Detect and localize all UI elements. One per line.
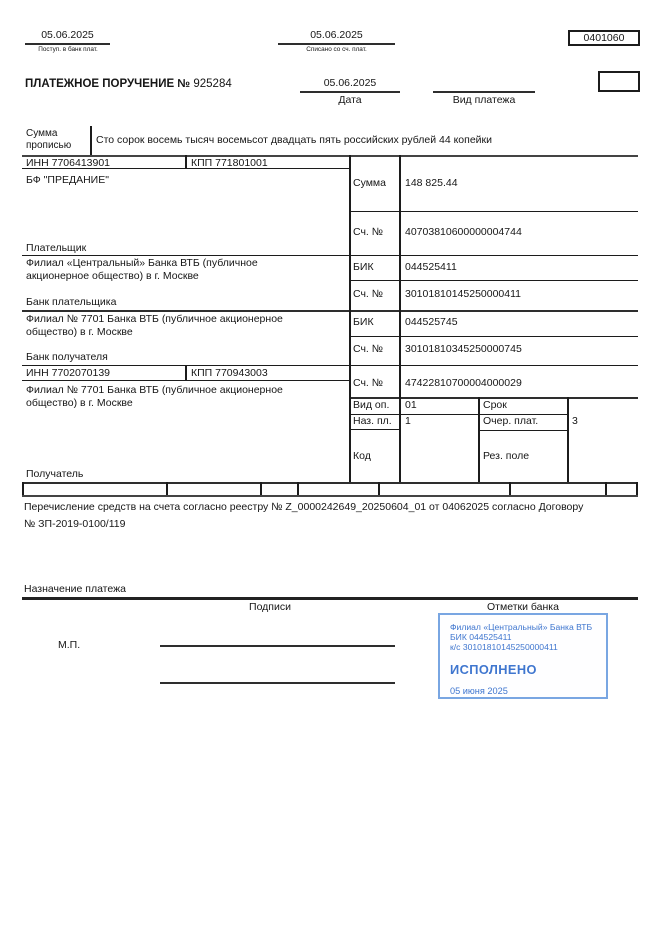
payee-inn: ИНН 7702070139 [26, 367, 111, 379]
payer-bank-account: 30101810145250000411 [405, 288, 522, 300]
table-line [22, 365, 638, 366]
stamp-date: 05 июня 2025 [450, 686, 508, 696]
table-line [349, 211, 638, 212]
payee-account: 47422810700004000029 [405, 377, 522, 389]
table-line [22, 155, 638, 157]
stamp-place-label: М.П. [58, 639, 81, 651]
table-line [22, 380, 349, 381]
divider [567, 397, 569, 482]
payer-bank-bik: 044525411 [405, 261, 457, 273]
divider [636, 482, 638, 495]
document-date: 05.06.2025 [323, 77, 377, 89]
debited-date-line [278, 43, 395, 45]
form-code: 0401060 [583, 32, 625, 44]
bank-marks-label: Отметки банка [487, 601, 559, 613]
divider [90, 126, 92, 156]
purpose-label: Назначение платежа [24, 583, 126, 595]
amount-in-words: Сто сорок восемь тысяч восемьсот двадцать пять российских рублей 44 копейки [96, 134, 492, 146]
divider [260, 482, 262, 495]
purpose-text-line2: № ЗП-2019-0100/119 [24, 518, 126, 530]
payee-bank-label: Банк получателя [26, 351, 108, 363]
signatures-label: Подписи [249, 601, 291, 613]
form-code-box [568, 30, 640, 46]
payer-name: БФ "ПРЕДАНИЕ" [26, 174, 109, 186]
payment-type-box [598, 71, 640, 92]
priority-label: Очер. плат. [483, 415, 539, 427]
stamp-bank-name: Филиал «Центральный» Банка ВТБ [450, 622, 593, 632]
payee-account-label: Сч. № [353, 377, 384, 389]
document-number: 925284 [193, 78, 232, 90]
divider [22, 482, 24, 495]
payee-bank-name: Филиал № 7701 Банка ВТБ (публичное акционерное общество) в г. Москве [26, 313, 283, 338]
purpose-text-line1: Перечисление средств на счета согласно реестру № Z_0000242649_20250604_01 от 04062025 согласно Договору [24, 501, 584, 513]
divider [378, 482, 380, 495]
received-date-line [25, 43, 110, 45]
priority-value: 3 [572, 415, 578, 427]
amount-value: 148 825.44 [405, 177, 458, 189]
divider [185, 365, 187, 380]
signature-line [160, 645, 395, 647]
payment-type-label: Вид платежа [452, 94, 516, 106]
payee-name: Филиал № 7701 Банка ВТБ (публичное акционерное общество) в г. Москве [26, 384, 283, 409]
divider [605, 482, 607, 495]
table-line [22, 310, 638, 312]
purpose-code-value: 1 [405, 415, 411, 427]
term-label: Срок [483, 399, 507, 411]
payee-bank-bik: 044525745 [405, 316, 458, 328]
stamp-status: ИСПОЛНЕНО [450, 662, 537, 677]
payer-inn: ИНН 7706413901 [26, 157, 111, 169]
table-line [349, 336, 638, 337]
table-line [22, 495, 638, 497]
divider [297, 482, 299, 495]
table-line [22, 255, 638, 256]
table-line [22, 482, 638, 484]
table-line [349, 280, 638, 281]
payer-bank-label: Банк плательщика [26, 296, 117, 308]
payee-kpp: КПП 770943003 [191, 367, 268, 379]
payer-kpp: КПП 771801001 [191, 157, 268, 169]
payment-type-line [433, 91, 535, 93]
purpose-code-label: Наз. пл. [353, 415, 392, 427]
table-line [22, 597, 638, 600]
debited-date-caption: Списано со сч. плат. [306, 46, 367, 53]
payee-bank-account-label: Сч. № [353, 343, 384, 355]
stamp-corr-account: к/с 30101810145250000411 [450, 642, 558, 652]
divider [478, 397, 480, 482]
document-title-row [25, 78, 232, 91]
table-line [478, 430, 567, 431]
reserve-field-label: Рез. поле [483, 450, 530, 462]
table-line [349, 429, 399, 430]
payer-label: Плательщик [26, 242, 87, 254]
document-title: ПЛАТЕЖНОЕ ПОРУЧЕНИЕ № [25, 78, 191, 90]
payer-bank-bik-label: БИК [353, 261, 374, 273]
bank-stamp [438, 613, 608, 699]
payee-bank-account: 30101810345250000745 [405, 343, 522, 355]
stamp-bik: БИК 044525411 [450, 632, 512, 642]
debited-date: 05.06.2025 [310, 29, 363, 41]
document-date-line [300, 91, 400, 93]
op-type-label: Вид оп. [353, 399, 390, 411]
payee-label: Получатель [26, 468, 84, 480]
date-label: Дата [338, 94, 362, 106]
payer-account: 40703810600000004744 [405, 226, 522, 238]
amount-in-words-label: Сумма прописью [26, 128, 72, 151]
received-date: 05.06.2025 [41, 29, 94, 41]
divider [399, 155, 401, 482]
divider [509, 482, 511, 495]
divider [185, 155, 187, 168]
op-type-value: 01 [405, 399, 417, 411]
code-label: Код [353, 450, 371, 462]
divider [349, 155, 351, 482]
payer-bank-account-label: Сч. № [353, 288, 384, 300]
received-date-caption: Поступ. в банк плат. [38, 46, 98, 53]
payer-account-label: Сч. № [353, 226, 384, 238]
amount-label: Сумма [353, 177, 386, 189]
payee-bank-bik-label: БИК [353, 316, 374, 328]
signature-line [160, 682, 395, 684]
payer-bank-name: Филиал «Центральный» Банка ВТБ (публичное акционерное общество) в г. Москве [26, 257, 258, 282]
divider [166, 482, 168, 495]
